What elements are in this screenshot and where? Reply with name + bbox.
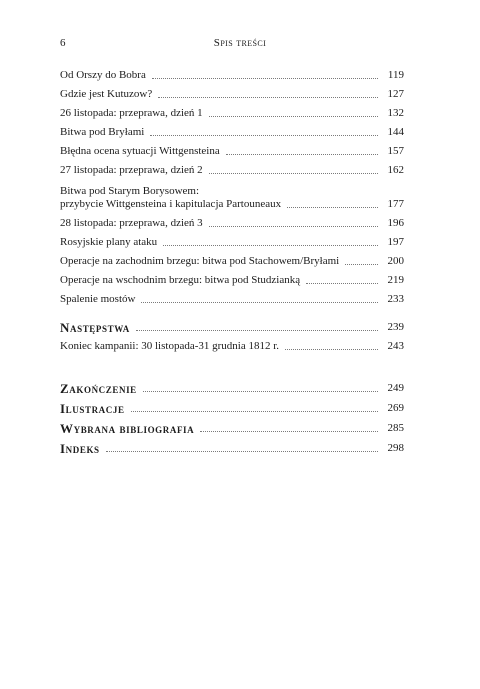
toc-entry (60, 230, 404, 249)
dot-leader (226, 154, 378, 155)
toc-entry-title (60, 185, 281, 211)
toc-entry-title: Od Orszy do Bobra (60, 69, 146, 81)
toc-section-title: Następstwa (60, 320, 130, 335)
dot-leader (306, 283, 378, 284)
dot-leader (345, 264, 378, 265)
toc-entry-page: 132 (387, 107, 404, 119)
toc-entry (60, 82, 404, 101)
toc-section-page: 239 (387, 321, 404, 333)
toc-entry-page: 197 (387, 236, 404, 248)
toc-entry-title: Rosyjskie plany ataku (60, 236, 158, 248)
toc-entry-title: 27 listopada: przeprawa, dzień 2 (60, 164, 203, 176)
toc-entry-title: Gdzie jest Kutuzow? (60, 88, 153, 100)
page-number: 6 (60, 37, 66, 49)
toc-entry-title: Spalenie mostów (60, 293, 136, 305)
toc-entry-page: 157 (387, 145, 404, 157)
toc-entry-title-line: Bitwa pod Starym Borysowem: (60, 185, 200, 197)
toc-entry-title: 28 listopada: przeprawa, dzień 3 (60, 217, 203, 229)
toc-entry-title: Koniec kampanii: 30 listopada-31 grudnia 1812 r. (60, 340, 280, 352)
toc-entry-title: Błędna ocena sytuacji Wittgensteina (60, 145, 220, 157)
toc-entry-page: 219 (387, 274, 404, 286)
dot-leader (287, 207, 378, 208)
toc-section-title: Wybrana bibliografia (60, 421, 195, 436)
toc-entry-page: 200 (387, 255, 404, 267)
dot-leader (209, 116, 378, 117)
running-head: Spis treści (213, 37, 267, 49)
dot-leader (285, 349, 378, 350)
toc-entry-page: 196 (387, 217, 404, 229)
dot-leader (141, 302, 378, 303)
dot-leader (150, 135, 378, 136)
toc-section-page: 269 (387, 402, 404, 414)
spacer (60, 306, 404, 314)
dot-leader (152, 78, 378, 79)
spacer (60, 353, 404, 375)
toc-entry (60, 177, 404, 211)
toc-entry-page: 177 (387, 198, 404, 210)
toc-section (60, 375, 404, 395)
toc-entry-title: Bitwa pod Bryłami (60, 126, 145, 138)
toc-entry (60, 249, 404, 268)
toc-section (60, 415, 404, 435)
dot-leader (143, 391, 378, 392)
toc-entry-title: Operacje na wschodnim brzegu: bitwa pod Studzianką (60, 274, 301, 286)
table-of-contents (60, 63, 404, 455)
toc-entry-title: 26 listopada: przeprawa, dzień 1 (60, 107, 203, 119)
dot-leader (106, 451, 378, 452)
dot-leader (209, 226, 378, 227)
toc-entry-page: 233 (387, 293, 404, 305)
toc-entry-page: 243 (387, 340, 404, 352)
toc-entry (60, 101, 404, 120)
dot-leader (209, 173, 378, 174)
toc-entry-page: 119 (387, 69, 404, 81)
toc-entry-page: 162 (387, 164, 404, 176)
toc-section-page: 298 (387, 442, 404, 454)
toc-entry (60, 63, 404, 82)
toc-section (60, 435, 404, 455)
toc-entry (60, 334, 404, 353)
toc-entry (60, 120, 404, 139)
toc-entry-title: Operacje na zachodnim brzegu: bitwa pod Stachowem/Bryłami (60, 255, 340, 267)
dot-leader (200, 431, 378, 432)
dot-leader (136, 330, 378, 331)
toc-section-page: 285 (387, 422, 404, 434)
toc-entry-title-line: przybycie Wittgensteina i kapitulacja Partouneaux (60, 198, 282, 210)
toc-entry (60, 287, 404, 306)
toc-section-page: 249 (387, 382, 404, 394)
toc-section (60, 314, 404, 334)
toc-section (60, 395, 404, 415)
dot-leader (158, 97, 378, 98)
dot-leader (163, 245, 378, 246)
toc-section-title: Indeks (60, 441, 100, 456)
toc-entry (60, 211, 404, 230)
toc-section-title: Zakończenie (60, 381, 137, 396)
toc-entry-page: 127 (387, 88, 404, 100)
toc-section-title: Ilustracje (60, 401, 125, 416)
toc-entry-page: 144 (387, 126, 404, 138)
toc-entry (60, 139, 404, 158)
dot-leader (131, 411, 378, 412)
toc-entry (60, 268, 404, 287)
toc-entry (60, 158, 404, 177)
